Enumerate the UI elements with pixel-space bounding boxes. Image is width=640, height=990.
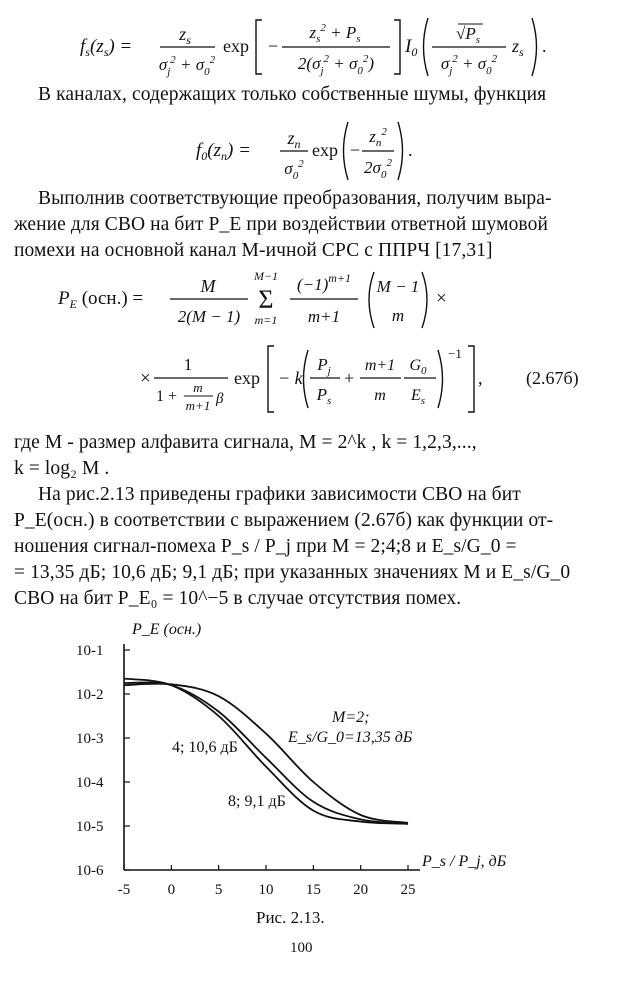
eq-pe-comma: , — [478, 368, 483, 388]
equation-f0-graphic — [196, 116, 416, 186]
paragraph-alphabet-line2: k = log₂ M . — [14, 458, 110, 479]
eq-pe-mg-num: m+1 — [364, 357, 396, 374]
eq-f0-num1: $z_n$ — [287, 128, 301, 151]
eq-pe-power: −1 — [448, 346, 462, 361]
paragraph-figure-desc-line4: = 13,35 дБ; 10,6 дБ; 9,1 дБ; при указанных значениях M и E_s/G_0 — [14, 562, 571, 583]
paragraph-transform-line1: Выполнив соответствующие преобразования, получим выра- — [38, 188, 552, 209]
y-tick-label: 10-3 — [76, 731, 104, 747]
eq-fs-period: . — [542, 36, 547, 56]
x-tick-label: 0 — [167, 882, 176, 898]
eq-pe-ps: $P_s$ — [316, 385, 332, 407]
paragraph-figure-desc-line2: P_E(осн.) в соответствии с выражением (2.67б) как функции от- — [14, 510, 554, 531]
paragraph-transform-line3: помехи на основной канал M-ичной СРС с ППРЧ [17,31] — [14, 240, 493, 261]
page-number: 100 — [290, 940, 313, 956]
eq-f0-period: . — [408, 140, 413, 160]
annotation-m4: 4; 10,6 дБ — [172, 739, 238, 756]
paragraph-alphabet — [14, 430, 614, 482]
chart-ticks — [76, 643, 416, 898]
eq-pe-plus: + — [344, 368, 355, 388]
eq-pe-line2-prefix: × — [140, 368, 151, 389]
eq-fs-num3: $√P_s$ — [456, 24, 480, 46]
x-tick-label: 25 — [400, 882, 416, 898]
eq-pe-den3-beta: β — [216, 391, 224, 407]
equation-pe — [58, 266, 618, 416]
eq-pe-num2: $(-1)^{m+1}$ — [296, 271, 352, 294]
y-tick-label: 10-1 — [76, 643, 104, 659]
eq-fs-den1: $\sigma_j^2 + \sigma_0^2$ — [158, 54, 216, 78]
eq-pe-mg-den: m — [374, 387, 386, 404]
eq-f0-lhs: $f_0(z_n)$ = — [196, 140, 251, 163]
eq-pe-den1: 2(M − 1) — [177, 307, 241, 326]
equation-fs — [80, 12, 600, 82]
annotation-m8: 8; 9,1 дБ — [228, 793, 286, 810]
eq-pe-den3-m: m — [193, 380, 203, 395]
eq-f0-den2: $2\sigma_0^2$ — [364, 157, 392, 181]
equation-pe-graphic — [58, 266, 618, 416]
y-tick-label: 10-2 — [76, 687, 104, 703]
eq-pe-den3-mp1: m+1 — [185, 398, 211, 413]
eq-pe-es: $E_s$ — [410, 387, 426, 407]
eq-fs-num2: $z_s^2 + P_s$ — [309, 22, 361, 45]
eq-pe-sum-top: M−1 — [253, 269, 279, 283]
paragraph-transform — [14, 186, 618, 264]
chart-ylabel: P_E (осн.) — [132, 621, 202, 638]
eq-pe-den2: m+1 — [307, 307, 341, 326]
chart-xlabel: P_s / P_j, дБ — [422, 853, 507, 870]
eq-f0-den1: $\sigma_0^2$ — [284, 158, 304, 182]
eq-f0-exp: exp — [312, 140, 338, 160]
paragraph-figure-desc — [14, 482, 614, 612]
eq-pe-den3: 1 + — [156, 388, 178, 405]
eq-fs-bessel: $I_0$ — [405, 36, 418, 59]
figure-chart — [60, 610, 540, 910]
x-tick-label: 15 — [305, 882, 321, 898]
x-tick-label: -5 — [117, 882, 131, 898]
paragraph-transform-line2: жение для СВО на бит P_E при воздействии ответной шумовой — [14, 214, 548, 235]
eq-pe-sum-bottom: m=1 — [254, 313, 278, 327]
eq-pe-times: × — [436, 288, 447, 309]
eq-pe-exp: exp — [234, 368, 260, 388]
eq-pe-num1: M — [200, 276, 216, 296]
eq-pe-label: (2.67б) — [526, 368, 579, 388]
eq-pe-num3: 1 — [183, 355, 193, 374]
paragraph-figure-desc-line5: СВО на бит P_E₀ = 10^−5 в случае отсутствия помех. — [14, 588, 462, 609]
eq-fs-minus: − — [268, 36, 279, 56]
figure-caption: Рис. 2.13. — [256, 908, 325, 927]
eq-fs-lhs: $f_s(z_s)$ = — [80, 36, 133, 59]
eq-f0-num2: $z_n^2$ — [369, 126, 387, 149]
paragraph-channels — [38, 82, 598, 108]
eq-pe-lhs: $P_E$ (осн.) = — [58, 288, 144, 311]
eq-fs-tail: $z_s$ — [512, 36, 524, 59]
x-tick-label: 10 — [258, 882, 274, 898]
annotation-m2: M=2; — [332, 709, 370, 726]
paragraph-figure-desc-line3: ношения сигнал-помеха P_s / P_j при M = 2;4;8 и E_s/G_0 = — [14, 536, 517, 557]
annotation-m2-es: E_s/G_0=13,35 дБ — [288, 729, 413, 746]
eq-fs-num1: $z_s$ — [179, 24, 191, 47]
paragraph-alphabet-line1: где M - размер алфавита сигнала, M = 2^k , k = 1,2,3,..., — [14, 432, 477, 453]
chart-axes — [124, 644, 420, 870]
x-tick-label: 5 — [214, 882, 223, 898]
x-tick-label: 20 — [353, 882, 369, 898]
y-tick-label: 10-6 — [76, 863, 104, 879]
equation-f0 — [196, 116, 416, 186]
paragraph-channels-text: В каналах, содержащих только собственные шумы, функция — [38, 84, 547, 105]
y-tick-label: 10-5 — [76, 819, 104, 835]
eq-pe-pj: $P_j$ — [317, 355, 331, 377]
eq-fs-den2: $2(\sigma_j^2 + \sigma_0^2)$ — [297, 53, 375, 77]
equation-fs-graphic — [80, 12, 600, 82]
eq-pe-g0: $G_0$ — [409, 357, 427, 377]
eq-fs-exp: exp — [223, 36, 249, 56]
paragraph-figure-desc-line1: На рис.2.13 приведены графики зависимости СВО на бит — [38, 484, 521, 505]
eq-f0-minus: − — [350, 140, 361, 160]
eq-pe-sum-sign: Σ — [258, 285, 274, 314]
eq-pe-k: − k — [278, 368, 303, 388]
y-tick-label: 10-4 — [76, 775, 104, 791]
eq-fs-den3: $\sigma_j^2 + \sigma_0^2$ — [440, 53, 498, 77]
eq-pe-binom-bottom: m — [391, 306, 405, 325]
eq-pe-binom-top: M − 1 — [376, 277, 420, 296]
